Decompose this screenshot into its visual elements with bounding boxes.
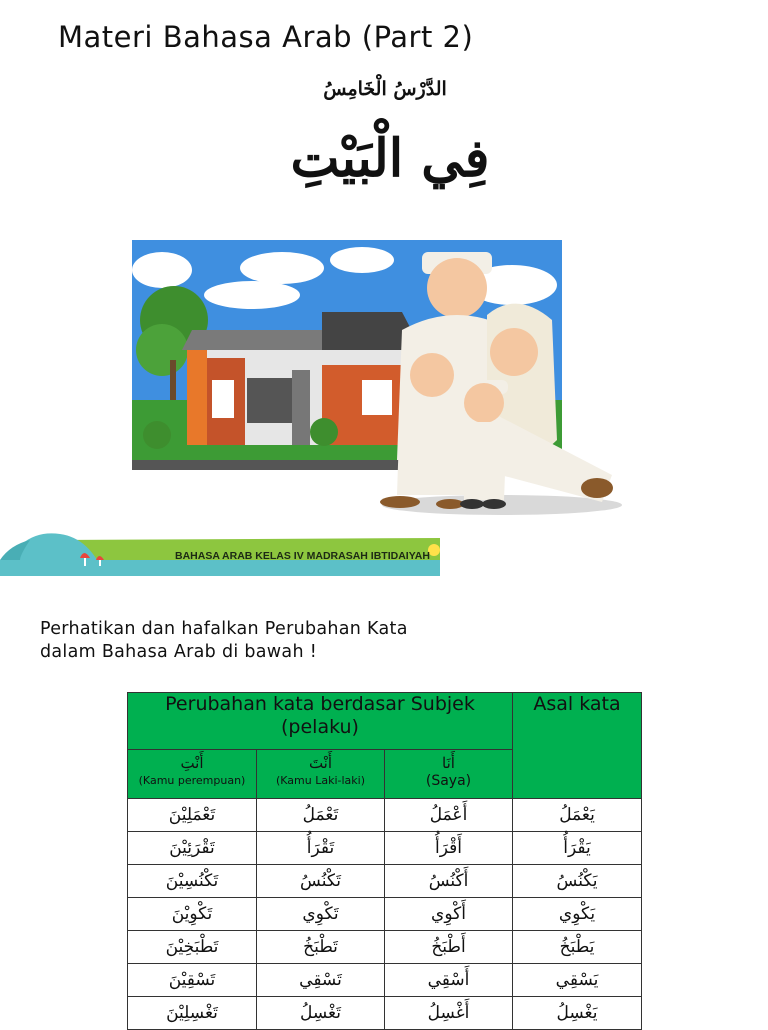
word-cell: أَغْسِلُ — [385, 997, 513, 1030]
header-pronoun-anti — [128, 750, 257, 799]
banner-text: BAHASA ARAB KELAS IV MADRASAH IBTIDAIYAH — [175, 550, 430, 562]
table-row — [128, 964, 642, 997]
word-cell: تَسْقِي — [257, 964, 385, 997]
word-cell: تَعْمَلِيْنَ — [128, 799, 257, 832]
pronoun-arabic: أَنْتَ — [308, 754, 333, 772]
word-cell: أَعْمَلُ — [385, 799, 513, 832]
word-cell: تَطْبَخُ — [257, 931, 385, 964]
header-subject-change — [128, 693, 513, 750]
family-house-illustration — [132, 240, 622, 520]
word-cell: تَقْرَئِيْنَ — [128, 832, 257, 865]
word-change-table — [127, 692, 642, 1030]
word-cell: تَطْبَخِيْنَ — [128, 931, 257, 964]
header-origin-word — [513, 693, 642, 799]
word-cell: تَكْنُسُ — [257, 865, 385, 898]
header-origin-label: Asal kata — [533, 693, 621, 715]
table-row — [128, 931, 642, 964]
table-row — [128, 997, 642, 1030]
word-cell: تَغْسِلُ — [257, 997, 385, 1030]
word-cell: يَسْقِي — [513, 964, 642, 997]
word-cell: تَكْوِي — [257, 898, 385, 931]
pronoun-meaning: (Kamu Laki-laki) — [275, 774, 365, 787]
table-row — [128, 865, 642, 898]
pronoun-meaning: (Kamu perempuan) — [138, 774, 246, 787]
word-cell: أَكْنُسُ — [385, 865, 513, 898]
lesson-title: فِي الْبَيْتِ — [290, 128, 490, 189]
page-title: Materi Bahasa Arab (Part 2) — [58, 20, 474, 54]
word-cell: تَكْوِيْنَ — [128, 898, 257, 931]
word-cell: يَطْبَخُ — [513, 931, 642, 964]
word-cell: تَسْقِيْنَ — [128, 964, 257, 997]
word-cell: تَغْسِلِيْنَ — [128, 997, 257, 1030]
header-subject-line-1: Perubahan kata berdasar Subjek — [165, 693, 475, 715]
word-cell: يَكْنُسُ — [513, 865, 642, 898]
word-cell: أَطْبَخُ — [385, 931, 513, 964]
word-cell: أَسْقِي — [385, 964, 513, 997]
pronoun-meaning: (Saya) — [425, 773, 472, 789]
word-cell: يَغْسِلُ — [513, 997, 642, 1030]
table-row — [128, 799, 642, 832]
word-cell: يَعْمَلُ — [513, 799, 642, 832]
word-cell: أَكْوِي — [385, 898, 513, 931]
word-cell: أَقْرَأُ — [385, 832, 513, 865]
table-row — [128, 832, 642, 865]
word-cell: تَعْمَلُ — [257, 799, 385, 832]
word-cell: تَقْرَأُ — [257, 832, 385, 865]
pronoun-arabic: أَنْتِ — [180, 754, 204, 772]
header-subject-line-2: (pelaku) — [281, 716, 359, 738]
instruction-line-2: dalam Bahasa Arab di bawah ! — [40, 642, 318, 662]
word-cell: تَكْنُسِيْنَ — [128, 865, 257, 898]
lesson-label: الدَّرْسُ الْخَامِسُ — [323, 78, 447, 100]
instruction-text — [40, 618, 600, 664]
header-pronoun-ana — [385, 750, 513, 799]
word-cell: يَقْرَأُ — [513, 832, 642, 865]
pronoun-arabic: أَنَا — [442, 754, 455, 772]
table-row — [128, 898, 642, 931]
instruction-line-1: Perhatikan dan hafalkan Perubahan Kata — [40, 619, 408, 639]
header-pronoun-anta — [257, 750, 385, 799]
word-cell: يَكْوِي — [513, 898, 642, 931]
